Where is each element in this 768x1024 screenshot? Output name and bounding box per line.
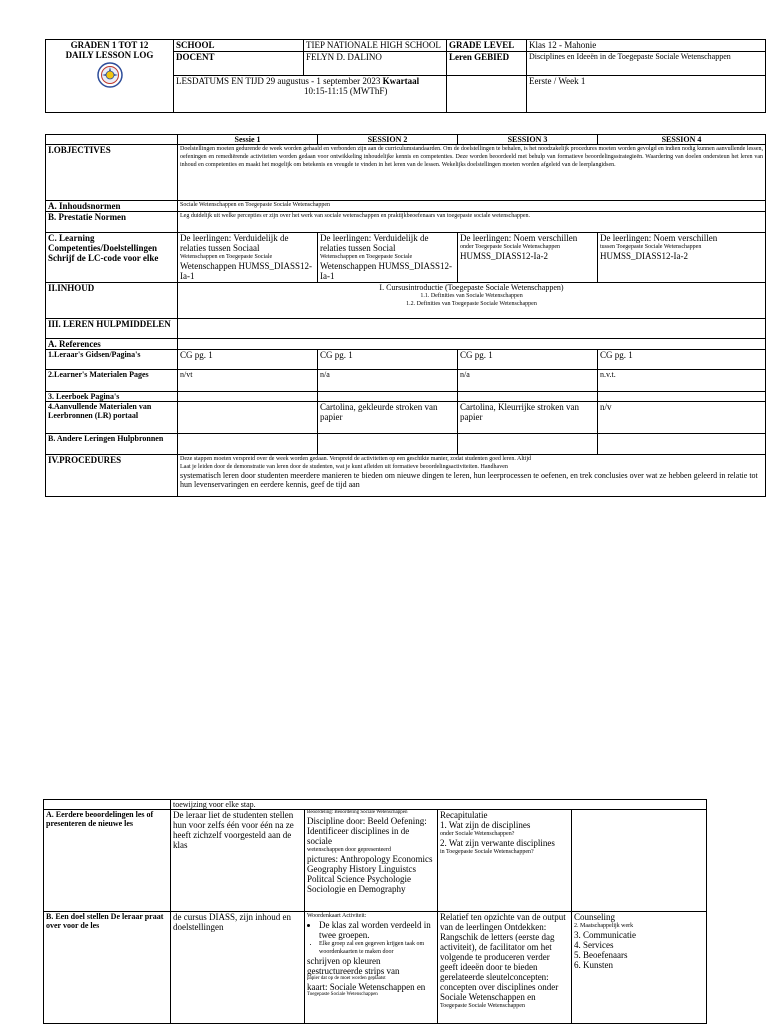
am-session-3: Cartolina, Kleurrijke stroken van papier: [458, 402, 598, 434]
b-session-4: [572, 912, 707, 1024]
area-value: Disciplines en Ideeën in de Toegepaste Sociale Wetenschappen: [527, 52, 766, 76]
tg-session-2: CG pg. 1: [318, 350, 458, 370]
b4-item-2: 2. Maatschappelijk werk: [574, 923, 634, 929]
proc-cell: [178, 455, 766, 497]
grade-label: GRADE LEVEL: [447, 40, 527, 52]
lc2-main: De leerlingen: Verduidelijk de relaties tussen Social: [320, 233, 429, 253]
content-line3: 1.2. Definities van Toegepaste Sociale Wetenschappen: [406, 301, 537, 307]
procedures-table: [43, 799, 707, 1024]
a2-main: Discipline door: Beeld Oefening: Identificeer disciplines in de sociale: [307, 816, 427, 846]
proc-text-main: systematisch leren door studenten meerdere manieren te bieden om nieuwe dingen te leren, hun leerprocessen te oefenen, en trek conclusies over wat ze hebben geleerd in relatie tot hun levenservaringen en eerdere kennis, geef de tijd aan: [180, 471, 758, 489]
b-session-1: de cursus DIASS, zijn inhoud en doelstellingen: [171, 912, 305, 1024]
quarter-value: Eerste / Week 1: [527, 76, 766, 113]
b4-item-5: 5. Beoefenaars: [574, 950, 628, 960]
lc-session-1: [178, 233, 318, 283]
b2-small2: papier dat op de moet worden geplaatst: [307, 976, 386, 981]
session-header-2: SESSION 2: [318, 135, 458, 145]
lesson-table: [45, 134, 766, 497]
a2-small: Beoordeling: Beoordeling Sociale Wetenschappen: [307, 810, 408, 815]
tg-session-3: CG pg. 1: [458, 350, 598, 370]
tg-session-4: CG pg. 1: [598, 350, 766, 370]
tg-label: 1.Leraar's Gidsen/Pagina's: [46, 350, 178, 370]
dates-cell: [174, 76, 447, 113]
lc3-code: HUMSS_DIASS12-Ia-2: [460, 251, 549, 261]
session-header-3: SESSION 3: [458, 135, 598, 145]
a-label: A. Eerdere beoordelingen les of presenteren de nieuwe les: [44, 810, 171, 912]
b-session-3: [438, 912, 572, 1024]
objectives-label: I.OBJECTIVES: [46, 145, 178, 201]
b4-item-6: 6. Kunsten: [574, 960, 613, 970]
b2-main2: kaart: Sociale Wetenschappen en: [307, 982, 426, 992]
dates-value: 29 augustus - 1 september 2023: [266, 76, 381, 86]
grade-value: Klas 12 - Mahonie: [527, 40, 766, 52]
other-label: B. Andere Leringen Hulpbronnen: [46, 434, 178, 455]
lc3-small: onder Toegepaste Sociale Wetenschappen: [460, 244, 561, 250]
a3-q1: 1. Wat zijn de disciplines: [440, 820, 531, 830]
b2-bullet1: • De klas zal worden verdeeld in twee groepen.: [319, 920, 435, 940]
content-std-text: Sociale Wetenschappen en Toegepaste Sociale Wetenschappen: [178, 201, 766, 212]
a3-q2: 2. Wat zijn verwante disciplines: [440, 838, 555, 848]
lc4-small: tussen Toegepaste Sociale Wetenschappen: [600, 244, 702, 250]
objectives-text: Doelstellingen moeten gedurende de week worden gehaald en verbonden zijn aan de curriculumstandaarden. Om de doelstellingen te behalen, is het noodzakelijk procedures moeten worden gevolgd en indien nodig kunnen aanvullende lessen, oefeningen en remediërende activiteiten worden gedaan voor ontwikkeling inhoudelijke kennis en competenties. Deze worden beoordeeld met behulp van formatieve beoordelingsstrategieën. Waardering van doelen ondersteun het leren van inhoud en competenties en maakt het mogelijk om betekenis en vreugde te vinden in het leren van de lessen. Wekelijks doelstellingen moeten worden afgeleid van de leerplangidsen.: [178, 145, 766, 201]
tb-label: 3. Leerboek Pagina's: [46, 392, 178, 402]
am-session-4: n/v: [598, 402, 766, 434]
lc-session-2: [318, 233, 458, 283]
tg-session-1: CG pg. 1: [178, 350, 318, 370]
content-label: II.INHOUD: [46, 283, 178, 319]
quarter-label: Kwartaal: [382, 76, 420, 86]
a-session-3: [438, 810, 572, 912]
header-table: [45, 39, 766, 113]
lc1-main: De leerlingen: Verduidelijk de relaties tussen Sociaal: [180, 233, 289, 253]
lc-label: C. Learning Competenties/Doelstellingen Schrijf de LC-code voor elke: [46, 233, 178, 283]
b2-main: schrijven op kleuren gestructureerde strips van: [307, 956, 400, 976]
proc-label: IV.PROCEDURES: [46, 455, 178, 497]
lc4-main: De leerlingen: Noem verschillen: [600, 233, 718, 243]
a3-q2-small: in Toegepaste Sociale Wetenschappen?: [440, 849, 534, 855]
perf-std-label: B. Prestatie Normen: [46, 212, 178, 233]
teacher-value: FELYN D. DALINO: [304, 52, 447, 76]
session-header-1: Sessie 1: [178, 135, 318, 145]
title-cell: [46, 40, 174, 113]
perf-std-text: Leg duidelijk uit welke percepties er zijn over het werk van sociale wetenschappen en praktijkbeoefenaars van toegepaste sociale wetenschappen.: [178, 212, 766, 233]
b3-text: Relatief ten opzichte van de output van de leerlingen Ontdekken: Rangschik de letters (eerste dag activiteit), de facilitator om het volgende te produceren verder geeft ideeën door te bieden gerelateerde sleutelconcepten: concepten over disciplines onder Sociale Wetenschappen en: [440, 912, 566, 1002]
lc3-main: De leerlingen: Noem verschillen: [460, 233, 578, 243]
title-line1: GRADEN 1 TOT 12: [70, 40, 149, 50]
b4-item-3: 3. Communicatie: [574, 930, 636, 940]
lm-session-1: n/vt: [178, 370, 318, 392]
b2-bullet2: • Elke groep zal een gegeven krijgen taak om woordenkaarten te maken door: [319, 940, 435, 956]
b-session-2: [305, 912, 438, 1024]
dates-label: LESDATUMS EN TIJD: [176, 76, 264, 86]
lc1-code: Wetenschappen HUMSS_DIASS12-Ia-1: [180, 261, 313, 281]
a3-q1-small: onder Sociale Wetenschappen?: [440, 831, 515, 837]
lm-session-3: n/a: [458, 370, 598, 392]
lm-label: 2.Learner's Materialen Pages: [46, 370, 178, 392]
lc-session-4: [598, 233, 766, 283]
area-label: Leren GEBIED: [447, 52, 527, 76]
am-session-1: [178, 402, 318, 434]
continued-text: toewijzing voor elke stap.: [171, 800, 707, 810]
session-header-4: SESSION 4: [598, 135, 766, 145]
a2-small2: wetenschappen door gepresenteerd: [307, 847, 391, 853]
proc-text-small: Deze stappen moeten verspreid over de week worden gedaan. Verspreid de activiteiten op een geschikte manier, zodat studenten goed leren. Altijd: [180, 456, 532, 462]
content-line2: 1.1. Definities van Sociale Wetenschappen: [420, 293, 523, 299]
time-value: 10:15-11:15 (MWThF): [304, 86, 388, 96]
deped-seal-icon: [97, 62, 123, 88]
b2-small3: Toegepaste Sociale Wetenschappen: [307, 992, 378, 997]
empty-cell: [447, 76, 527, 113]
resources-label: III. LEREN HULPMIDDELEN: [46, 319, 178, 339]
b2-small: Woordenkaart Activiteit:: [307, 913, 367, 919]
a-session-1: De leraar liet de studenten stellen hun voor zelfs één voor één na ze heeft zichzelf voorgesteld aan de klas: [171, 810, 305, 912]
a-session-2: [305, 810, 438, 912]
content-line1: I. Cursusintroductie (Toegepaste Sociale Wetenschappen): [379, 283, 564, 292]
title-line2: DAILY LESSON LOG: [65, 50, 154, 60]
lc-session-3: [458, 233, 598, 283]
lc2-small: Wetenschappen en Toegepaste Sociale: [320, 254, 413, 260]
b3-small: Toegepaste Sociale Wetenschappen: [440, 1003, 525, 1009]
lm-session-4: n.v.t.: [598, 370, 766, 392]
b-label: B. Een doel stellen De leraar praat over voor de les: [44, 912, 171, 1024]
a2-list: pictures: Anthropology Economics Geography History Linguistcs Politcal Science Psychologie Sociologie en Demography: [307, 854, 433, 894]
am-label: 4.Aanvullende Materialen van Leerbronnen (LR) portaal: [46, 402, 178, 434]
b4-item-4: 4. Services: [574, 940, 614, 950]
b4-item-1: Counseling: [574, 912, 616, 922]
a3-title: Recapitulatie: [440, 810, 488, 820]
content-std-label: A. Inhoudsnormen: [46, 201, 178, 212]
lm-session-2: n/a: [318, 370, 458, 392]
lc1-small: Wetenschappen en Toegepaste Sociale: [180, 254, 273, 260]
school-value: TIEP NATIONALE HIGH SCHOOL: [304, 40, 447, 52]
references-label: A. References: [46, 339, 178, 350]
proc-text-small2: Laat je leiden door de demonstratie van leren door de studenten, wat je kunt afleiden uit formatieve beoordelingsactiviteiten. Handhaven: [180, 464, 508, 470]
lc2-code: Wetenschappen HUMSS_DIASS12-Ia-1: [320, 261, 453, 281]
lc4-code: HUMSS_DIASS12-Ia-2: [600, 251, 689, 261]
content-cell: [178, 283, 766, 319]
teacher-label: DOCENT: [174, 52, 304, 76]
am-session-2: Cartolina, gekleurde stroken van papier: [318, 402, 458, 434]
school-label: SCHOOL: [174, 40, 304, 52]
